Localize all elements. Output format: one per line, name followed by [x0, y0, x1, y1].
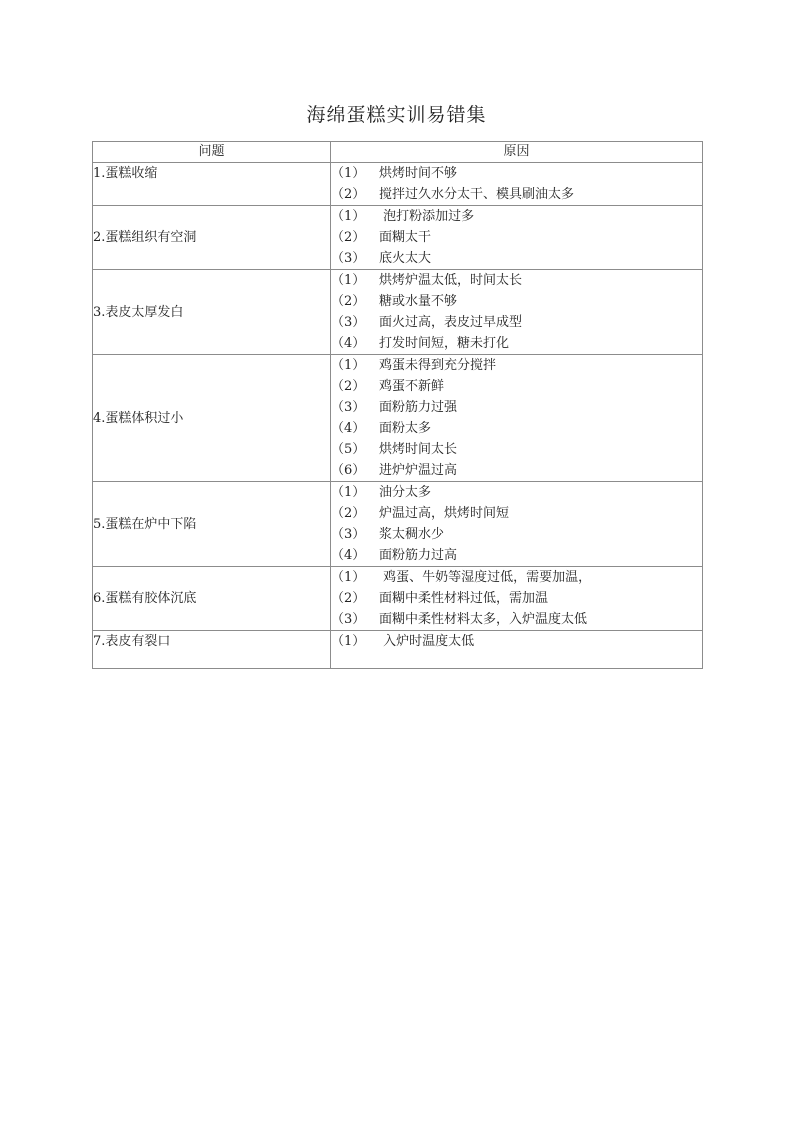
- cause-text: 烘烤时间太长: [379, 442, 458, 457]
- cause-text: 面粉筋力过高: [379, 548, 458, 563]
- table-row: [93, 163, 703, 206]
- header-problem: 问题: [93, 142, 331, 163]
- cause-text: 底火太大: [379, 251, 432, 266]
- cause-number: （3）: [331, 315, 366, 330]
- cause-number: （1）: [331, 209, 366, 224]
- problem-cell: 2.蛋糕组织有空洞: [93, 206, 331, 270]
- cause-cell: [331, 163, 703, 206]
- cause-cell: [331, 270, 703, 355]
- cause-item: [331, 333, 702, 354]
- cause-cell: [331, 482, 703, 567]
- cause-cell: [331, 206, 703, 270]
- cause-number: （2）: [331, 230, 366, 245]
- cause-number: （2）: [331, 591, 366, 606]
- cause-item: [331, 227, 702, 248]
- cause-cell: [331, 631, 703, 669]
- cause-number: （2）: [331, 506, 366, 521]
- cause-number: （5）: [331, 442, 366, 457]
- cause-item: [331, 524, 702, 545]
- table-row: [93, 567, 703, 631]
- table-row: [93, 482, 703, 567]
- errata-table: [92, 141, 703, 669]
- cause-text: 炉温过高，烘烤时间短: [379, 506, 510, 521]
- cause-text: 面糊中柔性材料太多，入炉温度太低: [379, 612, 588, 627]
- cause-number: （2）: [331, 187, 366, 202]
- cause-text: 油分太多: [379, 485, 432, 500]
- table-header: [93, 142, 703, 163]
- problem-cell: 1.蛋糕收缩: [93, 163, 331, 206]
- cause-item: [331, 503, 702, 524]
- problem-cell: 6.蛋糕有胶体沉底: [93, 567, 331, 631]
- cause-number: （1）: [331, 570, 366, 585]
- cause-item: [331, 206, 702, 227]
- cause-text: 面火过高，表皮过早成型: [379, 315, 523, 330]
- cause-number: （4）: [331, 548, 366, 563]
- cause-text: 烘烤炉温太低，时间太长: [379, 273, 523, 288]
- cause-item: [331, 184, 702, 205]
- cause-text: 泡打粉添加过多: [379, 209, 475, 224]
- table-row: [93, 355, 703, 482]
- cause-text: 鸡蛋、牛奶等湿度过低，需要加温，: [379, 570, 592, 585]
- cause-number: （3）: [331, 251, 366, 266]
- cause-text: 进炉炉温过高: [379, 463, 458, 478]
- cause-number: （1）: [331, 358, 366, 373]
- cause-text: 糖或水量不够: [379, 294, 458, 309]
- cause-number: （3）: [331, 400, 366, 415]
- problem-cell: 3.表皮太厚发白: [93, 270, 331, 355]
- cause-text: 面粉筋力过强: [379, 400, 458, 415]
- cause-number: （4）: [331, 421, 366, 436]
- cause-number: （2）: [331, 294, 366, 309]
- cause-item: [331, 439, 702, 460]
- header-cause: 原因: [331, 142, 703, 163]
- cause-number: （4）: [331, 336, 366, 351]
- problem-cell: 7.表皮有裂口: [93, 631, 331, 669]
- cause-number: （1）: [331, 273, 366, 288]
- cause-item: [331, 312, 702, 333]
- cause-text: 打发时间短，糖未打化: [379, 336, 510, 351]
- cause-number: （1）: [331, 166, 366, 181]
- cause-cell: [331, 355, 703, 482]
- cause-text: 面粉太多: [379, 421, 432, 436]
- cause-item: [331, 418, 702, 439]
- cause-text: 浆太稠水少: [379, 527, 445, 542]
- cause-item: [331, 460, 702, 481]
- table-row: [93, 206, 703, 270]
- cause-number: （3）: [331, 612, 366, 627]
- page-title: 海绵蛋糕实训易错集: [306, 104, 487, 126]
- header-row: [93, 142, 703, 163]
- cause-text: 鸡蛋不新鲜: [379, 379, 445, 394]
- cause-text: 烘烤时间不够: [379, 166, 458, 181]
- cause-item: [331, 163, 702, 184]
- cause-item: [331, 482, 702, 503]
- cause-number: （6）: [331, 463, 366, 478]
- cause-item: [331, 631, 702, 652]
- cause-item: [331, 567, 702, 588]
- cause-text: 面糊中柔性材料过低，需加温: [379, 591, 549, 606]
- table-row: [93, 631, 703, 669]
- cause-item: [331, 355, 702, 376]
- cause-item: [331, 397, 702, 418]
- cause-text: 搅拌过久水分太干、模具刷油太多: [379, 187, 575, 202]
- cause-item: [331, 291, 702, 312]
- cause-cell: [331, 567, 703, 631]
- cause-item: [331, 248, 702, 269]
- cause-item: [331, 270, 702, 291]
- cause-number: （1）: [331, 485, 366, 500]
- cause-number: （2）: [331, 379, 366, 394]
- cause-item: [331, 588, 702, 609]
- table-row: [93, 270, 703, 355]
- cause-text: 入炉时温度太低: [379, 634, 475, 649]
- table-body: [93, 163, 703, 669]
- cause-text: 鸡蛋未得到充分搅拌: [379, 358, 497, 373]
- cause-number: （1）: [331, 634, 366, 649]
- cause-item: [331, 609, 702, 630]
- cause-text: 面糊太干: [379, 230, 432, 245]
- problem-cell: 5.蛋糕在炉中下陷: [93, 482, 331, 567]
- cause-item: [331, 545, 702, 566]
- cause-number: （3）: [331, 527, 366, 542]
- problem-cell: 4.蛋糕体积过小: [93, 355, 331, 482]
- cause-item: [331, 376, 702, 397]
